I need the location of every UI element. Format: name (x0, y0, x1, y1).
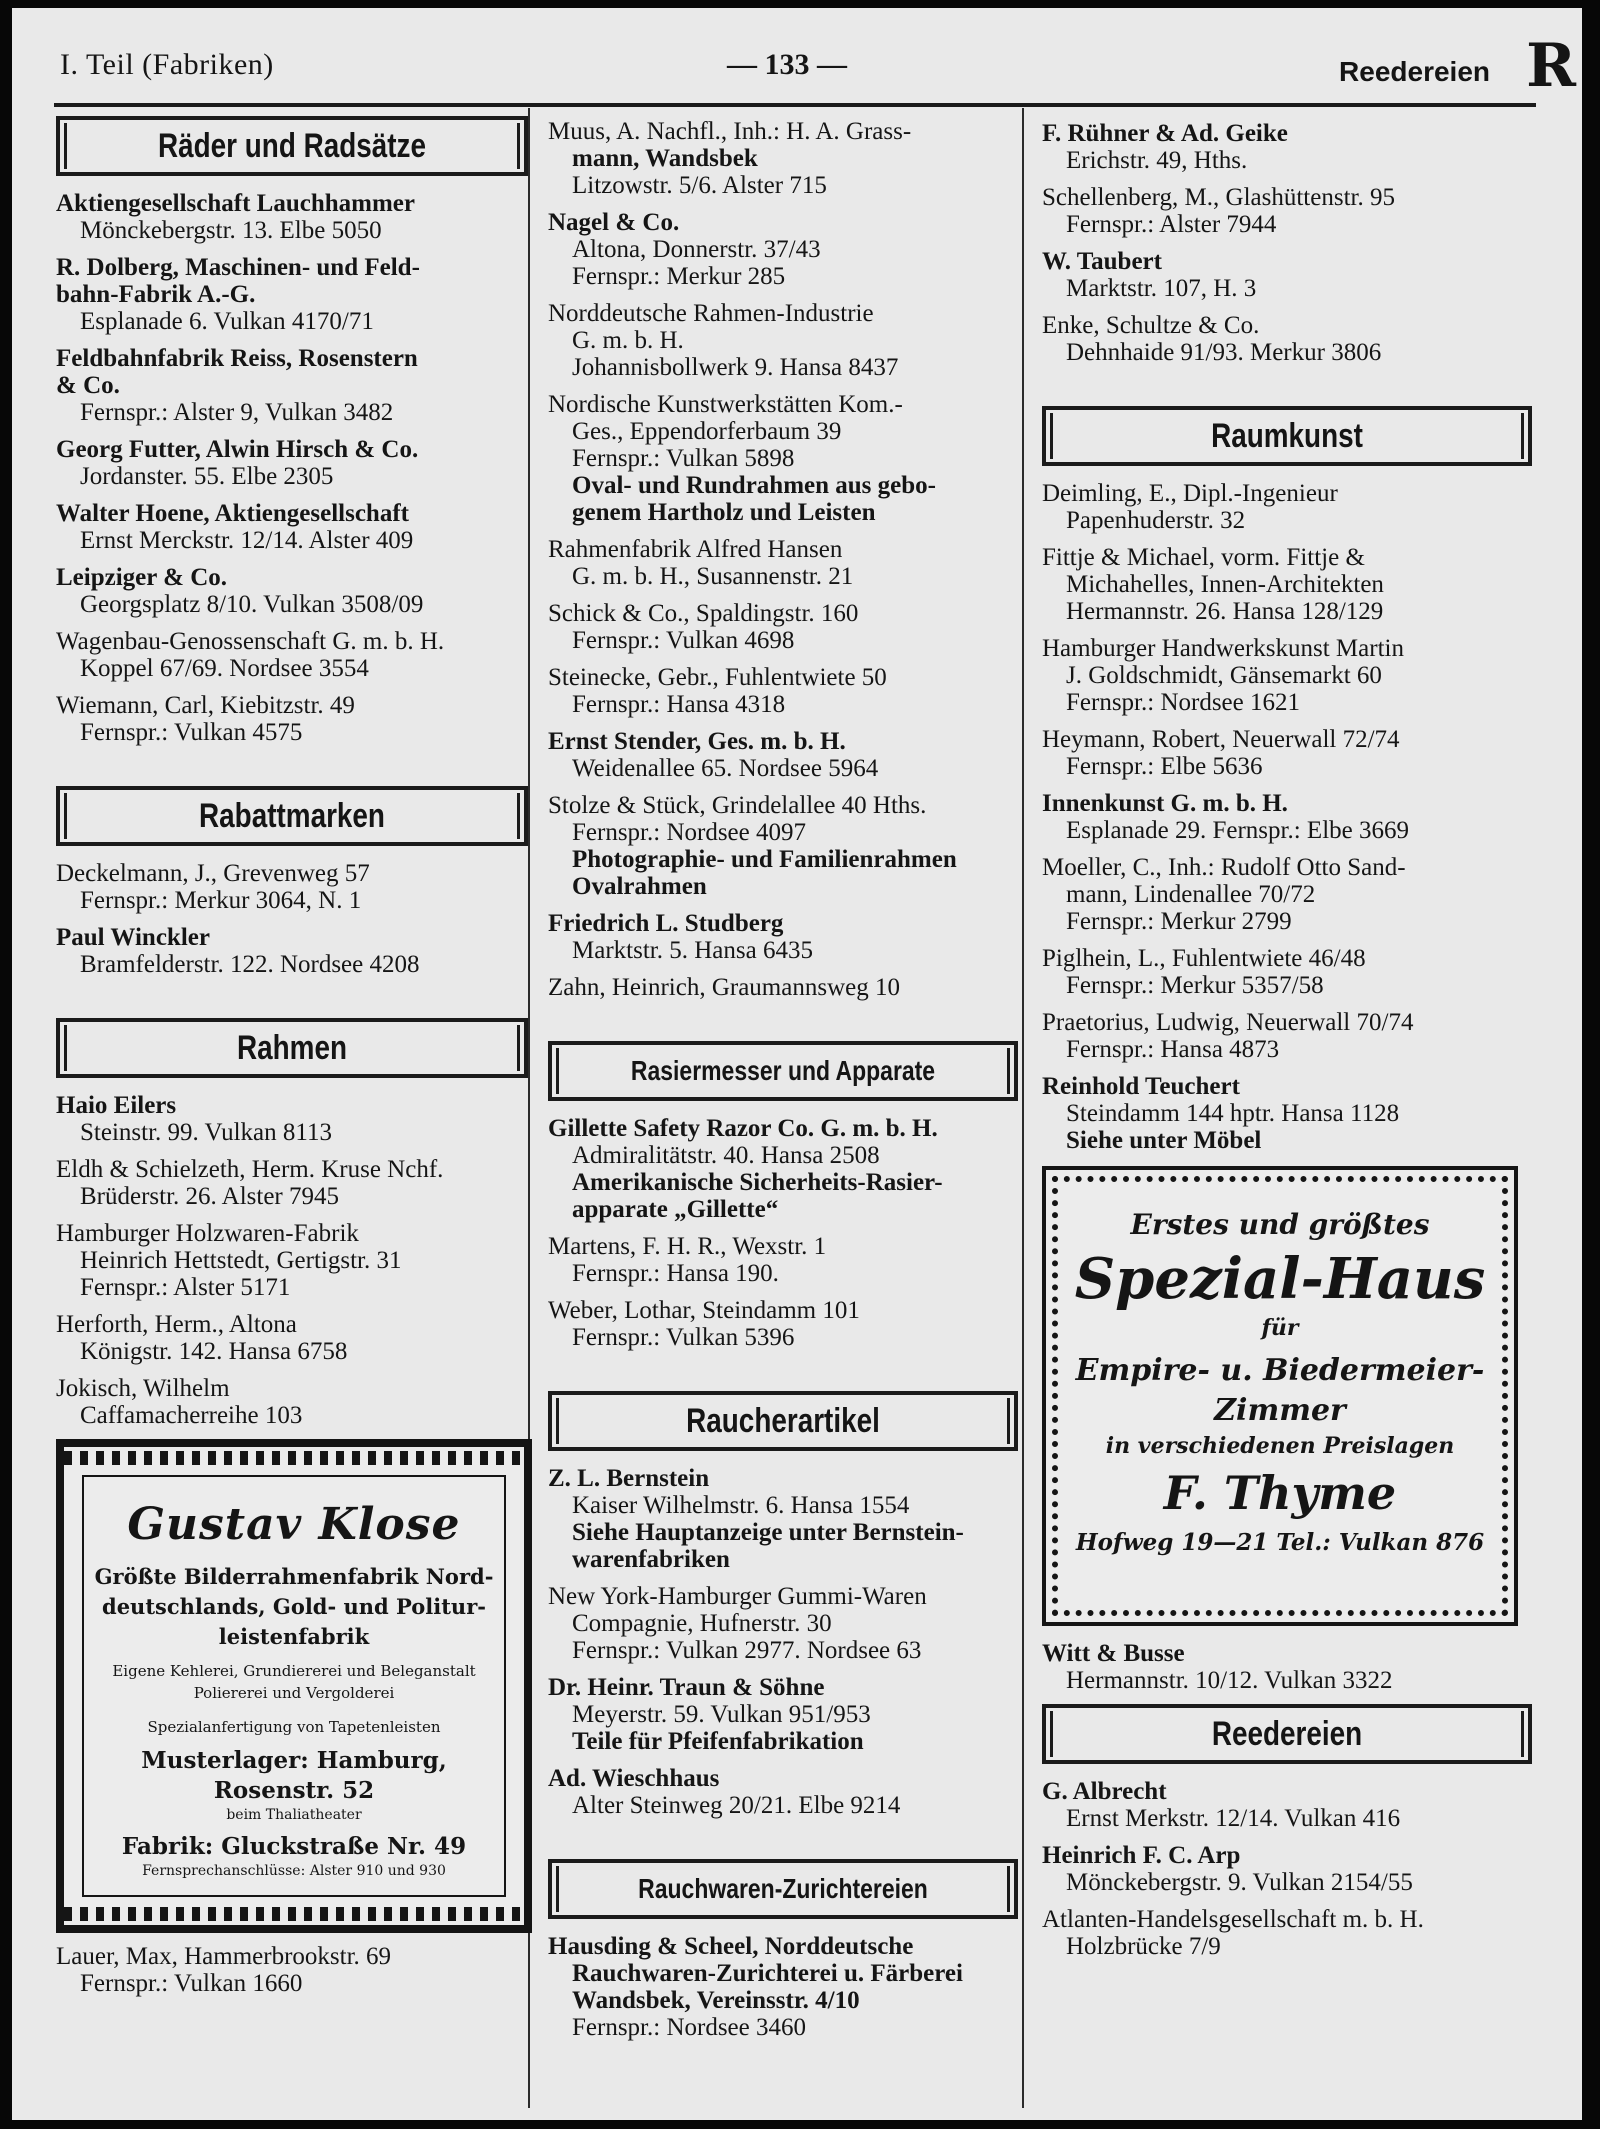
list-item (56, 860, 528, 914)
entry-detail: Fernspr.: Vulkan 4575 (80, 719, 303, 746)
list-item (548, 300, 1018, 381)
section-header-rasiermesser (548, 1041, 1018, 1101)
ad-text: Spezialanfertigung von Tapetenleisten (147, 1718, 441, 1736)
ad-text: Zimmer (1214, 1393, 1346, 1428)
entry-name: Witt & Busse (1042, 1640, 1185, 1667)
list-item (1042, 120, 1532, 174)
list-item (548, 1583, 1018, 1664)
entry-detail: Fernspr.: Nordsee 4097 (572, 819, 806, 846)
ad-text: deutschlands, Gold- und Politur- (102, 1594, 486, 1619)
entry-note: apparate „Gillette“ (572, 1196, 779, 1223)
list-item (548, 974, 1018, 1001)
entry-name: Schellenberg, M., Glashüttenstr. 95 (1042, 184, 1395, 211)
list-item (56, 564, 528, 618)
entry-name: bahn-Fabrik A.-G. (56, 281, 256, 308)
list-item (1042, 312, 1532, 366)
list-item (548, 391, 1018, 526)
list-item (56, 924, 528, 978)
entry-name: Ad. Wieschhaus (548, 1765, 720, 1792)
list-item (548, 536, 1018, 590)
entry-note: Ovalrahmen (572, 873, 707, 900)
entry-name: Friedrich L. Studberg (548, 910, 784, 937)
list-item (548, 792, 1018, 900)
entry-detail: mann, Wandsbek (572, 145, 758, 172)
entry-detail: Dehnhaide 91/93. Merkur 3806 (1066, 339, 1382, 366)
ad-text: Erstes und größtes (1130, 1208, 1430, 1241)
list-item (548, 1674, 1018, 1755)
entry-detail: G. m. b. H. (572, 327, 684, 354)
section-title: Raucherartikel (686, 1402, 880, 1440)
list-item (548, 1233, 1018, 1287)
list-item (1042, 790, 1532, 844)
advertisement-f-thyme (1042, 1166, 1518, 1626)
ad-text: leistenfabrik (218, 1624, 370, 1649)
entry-name: & Co. (56, 372, 120, 399)
entry-detail: Heinrich Hettstedt, Gertigstr. 31 (80, 1247, 402, 1274)
entry-note: Oval- und Rundrahmen aus gebo- (572, 472, 936, 499)
entry-detail: Bramfelderstr. 122. Nordsee 4208 (80, 951, 420, 978)
entry-detail: Michahelles, Innen-Architekten (1066, 571, 1384, 598)
list-item (1042, 480, 1532, 534)
entry-name: Norddeutsche Rahmen-Industrie (548, 300, 874, 327)
list-item (1042, 1640, 1532, 1694)
entry-note: Teile für Pfeifenfabrikation (572, 1728, 864, 1755)
entry-name: Ernst Stender, Ges. m. b. H. (548, 728, 846, 755)
list-item (548, 1765, 1018, 1819)
entry-detail: mann, Lindenallee 70/72 (1066, 881, 1316, 908)
section-title: Rahmen (236, 1029, 347, 1067)
entry-name: Enke, Schultze & Co. (1042, 312, 1260, 339)
header-part-label: I. Teil (Fabriken) (60, 48, 274, 81)
list-item (56, 628, 528, 682)
section-header-raumkunst (1042, 406, 1532, 466)
entry-detail: Esplanade 6. Vulkan 4170/71 (80, 308, 374, 335)
entry-name: Wiemann, Carl, Kiebitzstr. 49 (56, 692, 355, 719)
list-item (56, 692, 528, 746)
list-item (56, 345, 528, 426)
list-item (548, 1465, 1018, 1573)
entry-name: Haio Eilers (56, 1092, 177, 1119)
entry-name: Praetorius, Ludwig, Neuerwall 70/74 (1042, 1009, 1414, 1036)
list-item (1042, 945, 1532, 999)
ad-content (82, 1475, 506, 1897)
list-item (548, 118, 1018, 199)
entry-name: Herforth, Herm., Altona (56, 1311, 297, 1338)
list-item (1042, 1778, 1532, 1832)
advertisement-gustav-klose (56, 1439, 532, 1933)
entry-detail: Ernst Merckstr. 12/14. Alster 409 (80, 527, 414, 554)
entry-detail: Mönckebergstr. 13. Elbe 5050 (80, 217, 382, 244)
entry-detail: Marktstr. 5. Hansa 6435 (572, 937, 813, 964)
ad-headline: Spezial-Haus (1074, 1246, 1486, 1312)
entry-detail: Holzbrücke 7/9 (1066, 1933, 1221, 1960)
section-title: Rauchwaren-Zurichtereien (638, 1873, 928, 1904)
ad-text: Poliererei und Vergolderei (193, 1684, 395, 1702)
entry-name: Z. L. Bernstein (548, 1465, 710, 1492)
entry-detail: Fernspr.: Alster 7944 (1066, 211, 1277, 238)
entry-name: Moeller, C., Inh.: Rudolf Otto Sand- (1042, 854, 1406, 881)
entry-detail: Brüderstr. 26. Alster 7945 (80, 1183, 340, 1210)
entry-name: Schick & Co., Spaldingstr. 160 (548, 600, 859, 627)
entry-detail: Admiralitätstr. 40. Hansa 2508 (572, 1142, 880, 1169)
entry-name: Steinecke, Gebr., Fuhlentwiete 50 (548, 664, 887, 691)
list-item (548, 600, 1018, 654)
entry-name: Leipziger & Co. (56, 564, 228, 591)
list-item (1042, 854, 1532, 935)
list-item (548, 209, 1018, 290)
entry-detail: Jordanster. 55. Elbe 2305 (80, 463, 334, 490)
entry-name: New York-Hamburger Gummi-Waren (548, 1583, 927, 1610)
list-item (56, 1092, 528, 1146)
scanned-page (12, 8, 1582, 2120)
entry-detail: Erichstr. 49, Hths. (1066, 147, 1248, 174)
list-item (548, 728, 1018, 782)
entry-name: Paul Winckler (56, 924, 210, 951)
entry-name: Lauer, Max, Hammerbrookstr. 69 (56, 1943, 392, 1970)
ad-text: Fernsprechanschlüsse: Alster 910 und 930 (142, 1863, 446, 1879)
list-item (1042, 248, 1532, 302)
section-header-reedereien (1042, 1704, 1532, 1764)
ad-content (1052, 1176, 1508, 1616)
entry-detail: G. m. b. H., Susannenstr. 21 (572, 563, 854, 590)
entry-name: Heinrich F. C. Arp (1042, 1842, 1241, 1869)
entry-name: Dr. Heinr. Traun & Söhne (548, 1674, 825, 1701)
header-rule (54, 103, 1536, 107)
entry-detail: Compagnie, Hufnerstr. 30 (572, 1610, 832, 1637)
entry-name: F. Rühner & Ad. Geike (1042, 120, 1288, 147)
entry-detail: Fernspr.: Merkur 285 (572, 263, 786, 290)
page-header (12, 8, 1582, 104)
ad-company-name: F. Thyme (1163, 1466, 1397, 1520)
entry-detail: J. Goldschmidt, Gänsemarkt 60 (1066, 662, 1382, 689)
entry-name: Hausding & Scheel, Norddeutsche (548, 1933, 914, 1960)
entry-name: Reinhold Teuchert (1042, 1073, 1240, 1100)
entry-name: Nordische Kunstwerkstätten Kom.- (548, 391, 903, 418)
ad-company-name: Gustav Klose (127, 1499, 461, 1550)
entry-detail: Hermannstr. 10/12. Vulkan 3322 (1066, 1667, 1393, 1694)
section-title: Reedereien (1211, 1715, 1363, 1753)
entry-name: Georg Futter, Alwin Hirsch & Co. (56, 436, 419, 463)
entry-name: Zahn, Heinrich, Graumannsweg 10 (548, 974, 900, 1001)
entry-name: Gillette Safety Razor Co. G. m. b. H. (548, 1115, 938, 1142)
entry-detail: Fernspr.: Vulkan 4698 (572, 627, 795, 654)
list-item (548, 910, 1018, 964)
entry-detail: Georgsplatz 8/10. Vulkan 3508/09 (80, 591, 424, 618)
entry-detail: Rauchwaren-Zurichterei u. Färberei (572, 1960, 963, 1987)
entry-detail: Fernspr.: Vulkan 1660 (80, 1970, 303, 1997)
entry-name: Hamburger Holzwaren-Fabrik (56, 1220, 359, 1247)
entry-detail: Esplanade 29. Fernspr.: Elbe 3669 (1066, 817, 1409, 844)
entry-detail: Fernspr.: Nordsee 3460 (572, 2014, 806, 2041)
entry-name: Deckelmann, J., Grevenweg 57 (56, 860, 370, 887)
list-item (56, 1220, 528, 1301)
entry-detail: Marktstr. 107, H. 3 (1066, 275, 1257, 302)
entry-name: Stolze & Stück, Grindelallee 40 Hths. (548, 792, 927, 819)
entry-note: Siehe unter Möbel (1066, 1127, 1262, 1154)
page-number: — 133 — (727, 48, 847, 81)
entry-name: Martens, F. H. R., Wexstr. 1 (548, 1233, 827, 1260)
ad-address: Hofweg 19—21 Tel.: Vulkan 876 (1075, 1529, 1485, 1556)
list-item (1042, 184, 1532, 238)
ad-text: für (1261, 1315, 1299, 1341)
entry-detail: Fernspr.: Vulkan 5898 (572, 445, 795, 472)
section-header-rauchwaren (548, 1859, 1018, 1919)
entry-detail: Fernspr.: Vulkan 5396 (572, 1324, 795, 1351)
header-index-letter: R (1526, 31, 1576, 101)
entry-name: W. Taubert (1042, 248, 1162, 275)
list-item (1042, 544, 1532, 625)
entry-name: Weber, Lothar, Steindamm 101 (548, 1297, 860, 1324)
entry-name: Innenkunst G. m. b. H. (1042, 790, 1288, 817)
entry-name: Atlanten-Handelsgesellschaft m. b. H. (1042, 1906, 1424, 1933)
entry-detail: Kaiser Wilhelmstr. 6. Hansa 1554 (572, 1492, 910, 1519)
list-item (56, 1311, 528, 1365)
column-3 (1042, 120, 1532, 1970)
entry-detail: Ernst Merkstr. 12/14. Vulkan 416 (1066, 1805, 1401, 1832)
entry-name: Feldbahnfabrik Reiss, Rosenstern (56, 345, 418, 372)
entry-detail: Fernspr.: Alster 9, Vulkan 3482 (80, 399, 394, 426)
entry-detail: Königstr. 142. Hansa 6758 (80, 1338, 348, 1365)
section-header-rabattmarken (56, 786, 528, 846)
ad-text: Eigene Kehlerei, Grundiererei und Beleganstalt (112, 1662, 476, 1680)
entry-detail: Fernspr.: Merkur 2799 (1066, 908, 1292, 935)
entry-note: genem Hartholz und Leisten (572, 499, 876, 526)
list-item (1042, 1906, 1532, 1960)
ad-text: Fabrik: Gluckstraße Nr. 49 (121, 1833, 467, 1860)
list-item (548, 1297, 1018, 1351)
column-divider (1022, 108, 1024, 2108)
entry-name: Walter Hoene, Aktiengesellschaft (56, 500, 409, 527)
entry-detail: Koppel 67/69. Nordsee 3554 (80, 655, 369, 682)
entry-detail: Fernspr.: Vulkan 2977. Nordsee 63 (572, 1637, 922, 1664)
entry-detail: Ges., Eppendorferbaum 39 (572, 418, 842, 445)
list-item (1042, 1073, 1532, 1154)
entry-note: Photographie- und Familienrahmen (572, 846, 957, 873)
entry-name: Jokisch, Wilhelm (56, 1375, 230, 1402)
section-title: Raumkunst (1211, 417, 1363, 455)
section-header-raucherartikel (548, 1391, 1018, 1451)
entry-note: warenfabriken (572, 1546, 730, 1573)
entry-detail: Caffamacherreihe 103 (80, 1402, 303, 1429)
entry-name: Deimling, E., Dipl.-Ingenieur (1042, 480, 1338, 507)
entry-note: Amerikanische Sicherheits-Rasier- (572, 1169, 943, 1196)
list-item (1042, 726, 1532, 780)
list-item (548, 1115, 1018, 1223)
entry-name: R. Dolberg, Maschinen- und Feld- (56, 254, 420, 281)
list-item (56, 1943, 528, 1997)
column-1 (56, 110, 528, 2007)
entry-detail: Fernspr.: Alster 5171 (80, 1274, 291, 1301)
entry-detail: Papenhuderstr. 32 (1066, 507, 1246, 534)
entry-detail: Meyerstr. 59. Vulkan 951/953 (572, 1701, 871, 1728)
entry-detail: Fernspr.: Merkur 3064, N. 1 (80, 887, 362, 914)
entry-detail: Johannisbollwerk 9. Hansa 8437 (572, 354, 899, 381)
section-title: Rabattmarken (199, 797, 385, 835)
ad-text: beim Thaliatheater (226, 1807, 362, 1823)
entry-name: Eldh & Schielzeth, Herm. Kruse Nchf. (56, 1156, 444, 1183)
section-title: Rasiermesser und Apparate (630, 1055, 936, 1086)
section-header-raeder (56, 116, 528, 176)
entry-name: Aktiengesellschaft Lauchhammer (56, 190, 415, 217)
entry-name: Hamburger Handwerkskunst Martin (1042, 635, 1404, 662)
entry-detail: Alter Steinweg 20/21. Elbe 9214 (572, 1792, 901, 1819)
entry-detail: Steindamm 144 hptr. Hansa 1128 (1066, 1100, 1400, 1127)
entry-detail: Fernspr.: Hansa 4873 (1066, 1036, 1280, 1063)
entry-detail: Fernspr.: Merkur 5357/58 (1066, 972, 1324, 999)
entry-detail: Fernspr.: Elbe 5636 (1066, 753, 1263, 780)
entry-name: Heymann, Robert, Neuerwall 72/74 (1042, 726, 1400, 753)
entry-name: G. Albrecht (1042, 1778, 1167, 1805)
list-item (548, 1933, 1018, 2041)
list-item (548, 664, 1018, 718)
section-title: Räder und Radsätze (157, 127, 427, 165)
ornamental-border (64, 1907, 524, 1921)
entry-name: Rahmenfabrik Alfred Hansen (548, 536, 843, 563)
entry-detail: Weidenallee 65. Nordsee 5964 (572, 755, 879, 782)
list-item (1042, 1842, 1532, 1896)
entry-detail: Wandsbek, Vereinsstr. 4/10 (572, 1987, 860, 2014)
ad-text: in verschiedenen Preislagen (1105, 1433, 1455, 1459)
list-item (56, 254, 528, 335)
column-2 (548, 118, 1018, 2051)
entry-detail: Fernspr.: Hansa 4318 (572, 691, 786, 718)
ad-text: Größte Bilderrahmenfabrik Nord- (94, 1564, 494, 1589)
ad-text: Musterlager: Hamburg, Rosenstr. 52 (141, 1747, 447, 1804)
entry-name: Fittje & Michael, vorm. Fittje & (1042, 544, 1365, 571)
ornamental-border (64, 1451, 524, 1465)
entry-detail: Fernspr.: Nordsee 1621 (1066, 689, 1300, 716)
entry-detail: Litzowstr. 5/6. Alster 715 (572, 172, 827, 199)
list-item (1042, 635, 1532, 716)
entry-name: Muus, A. Nachfl., Inh.: H. A. Grass- (548, 118, 912, 145)
entry-note: Siehe Hauptanzeige unter Bernstein- (572, 1519, 964, 1546)
entry-detail: Hermannstr. 26. Hansa 128/129 (1066, 598, 1384, 625)
list-item (56, 190, 528, 244)
list-item (56, 436, 528, 490)
section-header-rahmen (56, 1018, 528, 1078)
header-section-label: Reedereien (1339, 56, 1490, 87)
entry-name: Nagel & Co. (548, 209, 680, 236)
list-item (56, 1375, 528, 1429)
entry-detail: Steinstr. 99. Vulkan 8113 (80, 1119, 332, 1146)
entry-detail: Mönckebergstr. 9. Vulkan 2154/55 (1066, 1869, 1413, 1896)
ad-text: Empire- u. Biedermeier- (1075, 1353, 1485, 1388)
list-item (56, 500, 528, 554)
entry-name: Wagenbau-Genossenschaft G. m. b. H. (56, 628, 445, 655)
list-item (56, 1156, 528, 1210)
entry-name: Piglhein, L., Fuhlentwiete 46/48 (1042, 945, 1366, 972)
list-item (1042, 1009, 1532, 1063)
entry-detail: Altona, Donnerstr. 37/43 (572, 236, 821, 263)
entry-detail: Fernspr.: Hansa 190. (572, 1260, 779, 1287)
